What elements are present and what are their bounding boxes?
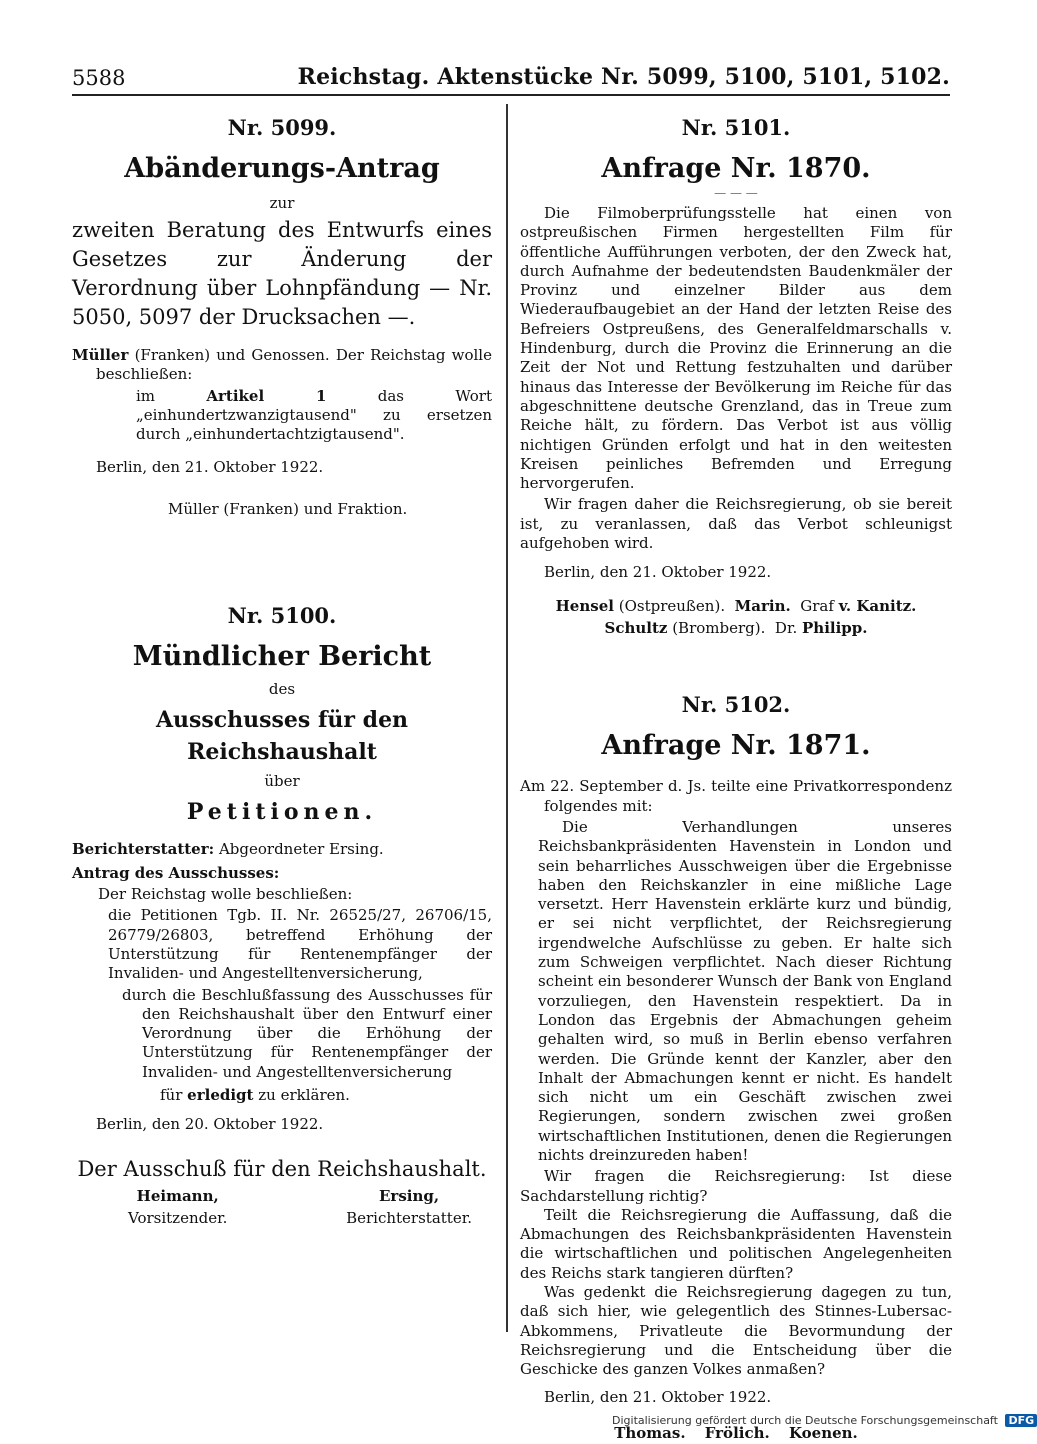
doc5102-date: Berlin, den 21. Oktober 1922. <box>544 1387 772 1406</box>
doc5100-subject: Petitionen. <box>186 799 378 826</box>
doc5101-sig-hensel: Hensel <box>555 597 614 616</box>
running-header <box>72 62 950 96</box>
doc5099-amend-pre: im <box>136 386 156 405</box>
doc5101-sig-schultz-place: (Bromberg). <box>672 619 766 638</box>
page-number: 5588 <box>72 66 126 90</box>
doc5100-sig1-name: Heimann, <box>136 1187 219 1206</box>
doc5101-signatures-line-2 <box>520 617 952 639</box>
doc5100-declare-pre: für <box>160 1086 183 1105</box>
doc5102-signatures: Thomas. Frölich. Koenen. <box>614 1423 858 1442</box>
doc5102-quote: Die Verhandlungen unseres Reichsbankpräsidenten Havenstein in London und sein beharrliches Ausschweigen über die Ergebnisse haben den Reichskanzler in eine mißliche Lage versetzt. Herr Havenstein erklärte kurz und bündig, er sei nicht verpflichtet, der Reichsregierung irgendwelche Aufschlüsse zu geben. Er halte sich zum Schweigen verpflichtet. Nach dieser Richtung scheint ein besonderer Wunsch der Bank von England vorzuliegen, den Havenstein respektiert. Da in London das Ergebnis der Abmachungen geheim gehalten wird, so muß in Berlin ebenso verfahren werden. Die Gründe kennt der Kanzler, aber den Inhalt der Abmachungen kennt er nicht. Es handelt sich nicht um ein Geschäft zwischen zwei Regierungen, sondern zwischen zwei großen wirtschaftlichen Institutionen, denen die Regierungen nichts dreinzureden haben! <box>538 817 952 1164</box>
doc5100-signatory-1 <box>128 1185 227 1229</box>
running-title: Reichstag. Aktenstücke Nr. 5099, 5100, 5101, 5102. <box>297 64 950 90</box>
footer-credit <box>612 1414 1037 1427</box>
doc5099-mover-rest: (Franken) und Genossen. Der Reichstag wolle beschließen: <box>96 346 492 384</box>
doc5101-paragraph-1: Die Filmoberprüfungsstelle hat einen von ostpreußischen Firmen hergestellten Film für öffentliche Aufführungen verboten, der den Zweck hat, durch Aufnahme der bedeutendsten Baudenkmäler der Provinz und einzelner Bilder aus dem Wiederaufbaugebiet an der Hand der letzten Reise des Befreiers Ostpreußens, des Generalfeldmarschalls v. Hindenburg, durch die Provinz die Erinnerung an die Zeit der Not und Rettung festzuhalten und darüber hinaus das Interesse der Bevölkerung im Reiche für das abgeschnittene deutsche Grenzland, das in Treue zum Reiche hält, zu fördern. Das Verbot ist aus völlig nichtigen Gründen erfolgt und hat in den weitesten Kreisen peinliches Befremden und Erregung hervorgerufen. <box>520 204 952 493</box>
doc5102-intro: Am 22. September d. Js. teilte eine Privatkorrespondenz folgendes mit: <box>520 777 952 815</box>
doc5100-reporter-name: Abgeordneter Ersing. <box>218 840 384 859</box>
doc5099-mover <box>72 346 492 385</box>
doc5100-signatories <box>72 1185 492 1229</box>
doc5100-reporter-label: Berichterstatter: <box>72 840 215 859</box>
doc5101-sig-philipp: Philipp. <box>802 619 868 638</box>
doc5100-motion-label: Antrag des Ausschusses: <box>72 863 280 882</box>
doc5099-title: Abänderungs-Antrag <box>124 153 440 184</box>
doc5099-zur: zur <box>269 194 295 212</box>
doc5101-number: Nr. 5101. <box>681 115 791 140</box>
doc5100-declare-bold: erledigt <box>187 1086 254 1105</box>
doc5101-sig-graf: Graf <box>800 597 834 616</box>
doc5101-sig-marin: Marin. <box>734 597 791 616</box>
doc5100-ueber: über <box>264 772 300 791</box>
doc5102-question-3: Was gedenkt die Reichsregierung dagegen zu tun, daß sich hier, wie gelegentlich des Stinnes-Lubersac-Abkommens, Privatleute die Bevormundung der Reichsregierung und die Entscheidung über die Geschicke des ganzen Volkes anmaßen? <box>520 1283 952 1379</box>
doc5099-signature: Müller (Franken) und Fraktion. <box>168 500 408 519</box>
doc5100-signatory-2 <box>346 1185 472 1229</box>
column-divider <box>506 104 508 1332</box>
doc5100-signature-committee: Der Ausschuß für den Reichshaushalt. <box>77 1157 487 1182</box>
doc5100-by-means: durch die Beschlußfassung des Ausschusses für den Reichshaushalt über den Entwurf einer Verordnung über die Erhöhung der Unterstützung für Rentenempfänger der Invaliden- und Angestelltenversicherung <box>122 985 492 1081</box>
right-column <box>520 104 952 1444</box>
doc5102-title: Anfrage Nr. 1871. <box>601 730 871 762</box>
doc5101-sig-dr: Dr. <box>774 619 798 638</box>
doc5100-sig2-role: Berichterstatter. <box>346 1209 472 1228</box>
doc5100-sig2-name: Ersing, <box>378 1187 440 1206</box>
doc5099-subtitle: zweiten Beratung des Entwurfs eines Gesetzes zur Änderung der Verordnung über Lohnpfändung — Nr. 5050, 5097 der Drucksachen —. <box>72 218 492 329</box>
doc5101-sig-schultz: Schultz <box>604 619 668 638</box>
doc5100-number: Nr. 5100. <box>227 603 337 629</box>
doc5099-number: Nr. 5099. <box>227 115 337 140</box>
doc5100-committee: Ausschusses für den Reichshaushalt <box>155 707 409 766</box>
footer-text: Digitalisierung gefördert durch die Deutsche Forschungsgemeinschaft <box>612 1414 998 1427</box>
doc5101-sig-kanitz: v. Kanitz. <box>838 597 917 616</box>
doc5100-date: Berlin, den 20. Oktober 1922. <box>96 1115 324 1134</box>
doc5101-sig-hensel-place: (Ostpreußen). <box>618 597 726 616</box>
doc5102-number: Nr. 5102. <box>681 692 791 718</box>
dfg-logo-icon: DFG <box>1005 1414 1037 1427</box>
doc5100-declare <box>72 1086 492 1105</box>
doc5101-date: Berlin, den 21. Oktober 1922. <box>544 563 772 582</box>
doc5099-amend-post: das Wort „einhundertzwanzigtausend" zu ersetzen durch „einhundertachtzigtausend". <box>136 386 492 444</box>
doc5101-title: Anfrage Nr. 1870. <box>601 153 871 184</box>
doc5100-declare-post: zu erklären. <box>258 1086 350 1105</box>
doc5101-signatures-line-1 <box>520 595 952 617</box>
doc5102-question-2: Teilt die Reichsregierung die Auffassung, daß die Abmachungen des Reichsbankpräsidenten Havenstein die wirtschaftlichen und politischen Angelegenheiten des Reichs stark tangieren dürften? <box>520 1205 952 1282</box>
doc5102-question-1: Wir fragen die Reichsregierung: Ist diese Sachdarstellung richtig? <box>520 1167 952 1205</box>
doc5099-date: Berlin, den 21. Oktober 1922. <box>96 458 324 477</box>
doc5100-resolve: Der Reichstag wolle beschließen: <box>98 885 353 904</box>
left-column <box>72 104 492 1229</box>
doc5101-paragraph-2: Wir fragen daher die Reichsregierung, ob sie bereit ist, zu veranlassen, daß das Verbot schleunigst aufgehoben wird. <box>520 495 952 553</box>
doc5100-reporter <box>72 840 492 859</box>
doc5100-sig1-role: Vorsitzender. <box>128 1209 228 1228</box>
separator-rule: — — — <box>714 186 758 200</box>
doc5100-petitions: die Petitionen Tgb. II. Nr. 26525/27, 26706/15, 26779/26803, betreffend Erhöhung der Unterstützung für Rentenempfänger der Invaliden- und Angestelltenversicherung, <box>108 906 492 983</box>
doc5099-mover-name: Müller <box>72 346 129 364</box>
doc5099-article: Artikel 1 <box>206 386 327 405</box>
doc5100-title: Mündlicher Bericht <box>132 641 432 673</box>
doc5100-des: des <box>268 680 296 699</box>
doc5099-amendment <box>72 387 492 445</box>
